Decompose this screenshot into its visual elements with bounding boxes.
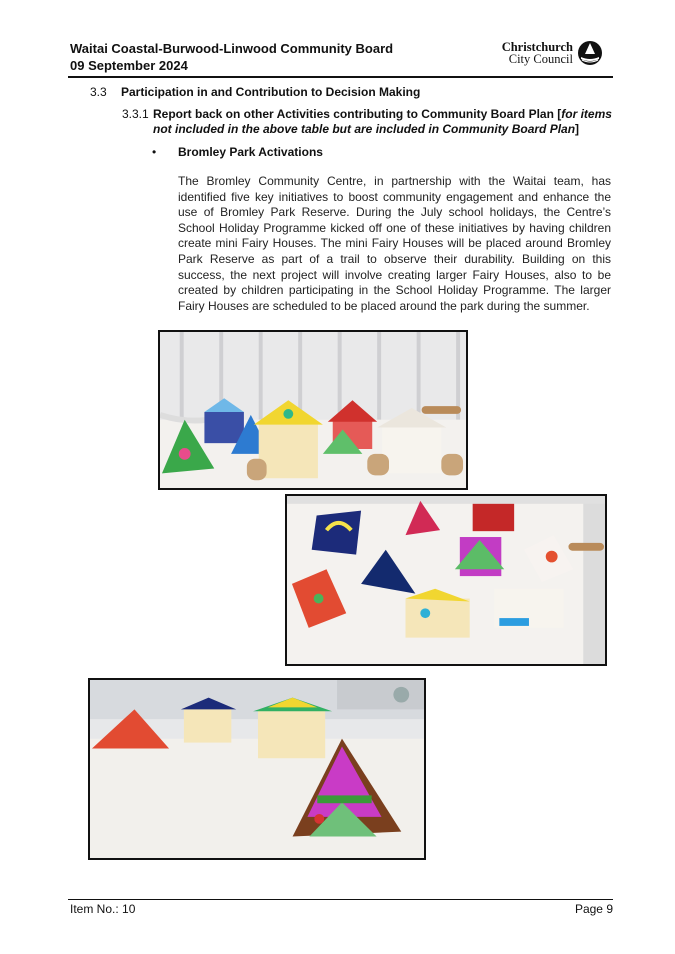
board-name: Waitai Coastal-Burwood-Linwood Community Board — [70, 41, 394, 56]
footer-divider — [68, 899, 613, 900]
body-paragraph: The Bromley Community Centre, in partnership with the Waitai team, has identified five key initiatives to boost community engagement and enhance the use of Bromley Park Reserve. During the July school holidays, the Centre’s School Holiday Programme kicked off one of these initiatives by having children create mini Fairy Houses. The mini Fairy Houses will be placed around Bromley Park Reserve as part of a trail to observe their durability. Building on this success, the next project will involve creating larger Fairy Houses, also to be created by children participating in the School Holiday Programme. The larger Fairy Houses are scheduled to be placed around the park during the summer. — [178, 174, 611, 313]
header-title — [70, 40, 393, 74]
subsection-title: Report back on other Activities contributing to Community Board Plan [for items not included in the above table but are included in Community Board Plan] — [153, 107, 612, 136]
footer-page-number: Page 9 — [574, 902, 613, 916]
section-title: Participation in and Contribution to Decision Making — [121, 85, 421, 99]
bullet-symbol: • — [152, 145, 157, 159]
section-number: 3.3 — [90, 85, 107, 99]
fairy-houses-photo-2 — [285, 494, 607, 666]
footer-item-number: Item No.: 10 — [70, 902, 136, 916]
fairy-houses-photo-1 — [158, 330, 468, 490]
council-logo — [502, 40, 603, 66]
subsection-number: 3.3.1 — [122, 107, 149, 121]
logo-line2: City Council — [508, 52, 573, 66]
logo-text — [502, 41, 573, 65]
bullet-heading: Bromley Park Activations — [178, 145, 323, 159]
logo-line1: Christchurch — [501, 40, 573, 54]
header-divider — [68, 76, 613, 78]
cathedral-emblem-icon — [577, 40, 603, 66]
fairy-houses-photo-3 — [88, 678, 426, 860]
meeting-date: 09 September 2024 — [70, 58, 188, 73]
